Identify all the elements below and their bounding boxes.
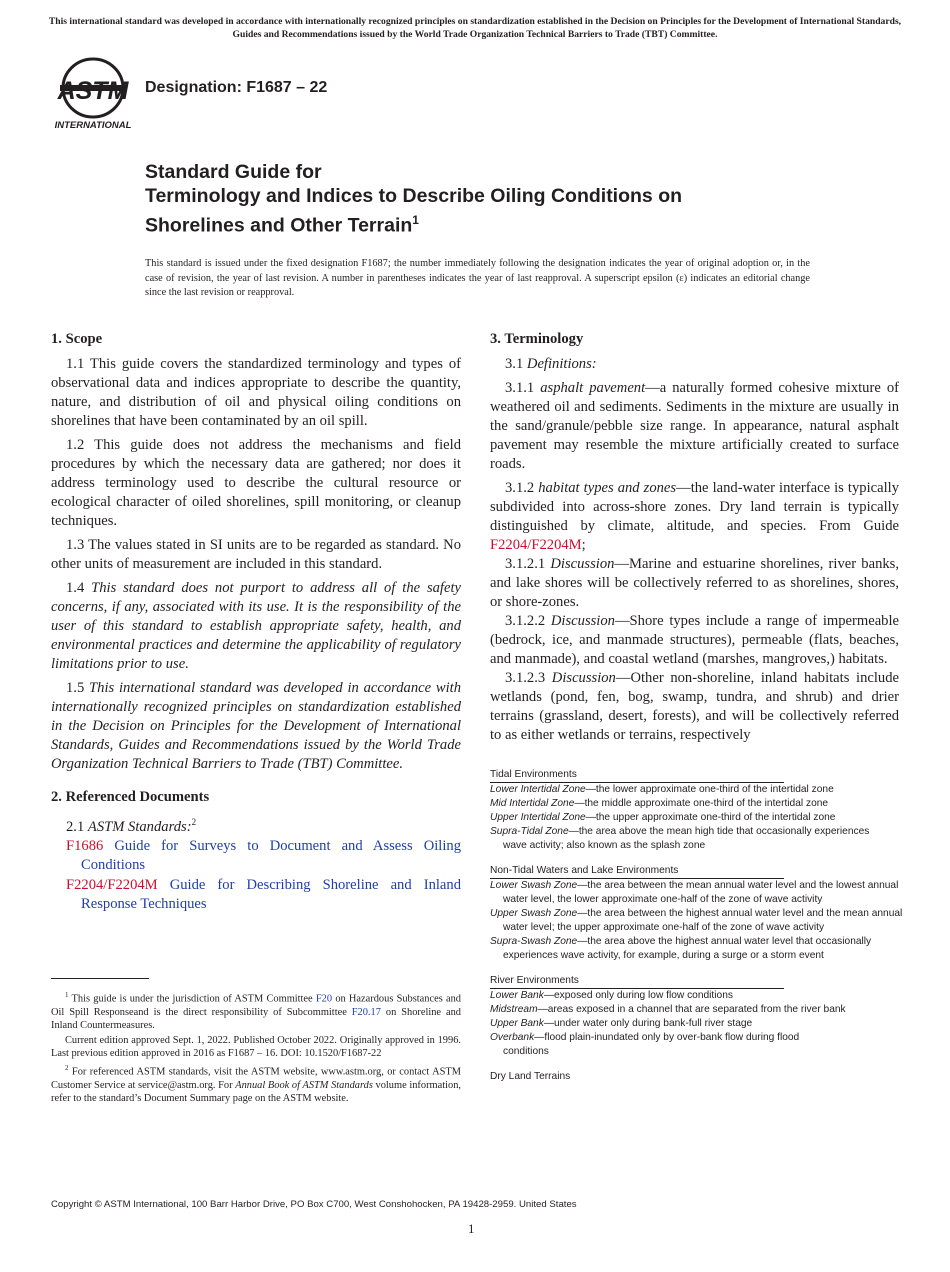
footnotes [51, 978, 461, 1108]
terminology-heading: 3. Terminology [490, 331, 584, 347]
list-item: Lower Intertidal Zone—the lower approximate one-third of the intertidal zone [490, 784, 834, 795]
reference-f1686[interactable] [66, 837, 461, 875]
river-environments [490, 974, 910, 1059]
list-item: Upper Swash Zone—the area between the highest annual water level and the mean annual water level; the upper approximate one-half of the zone of wave activity [490, 908, 903, 933]
ref-title-link[interactable]: Guide for Describing Shoreline and Inland Response Techniques [81, 876, 461, 912]
discussion-3-1-2-1: 3.1.2.1 Discussion—Marine and estuarine shorelines, river banks, and lake shores will be collectively referred to as shorelines, shores, or shore-zones. [490, 556, 899, 610]
list-item: Upper Intertidal Zone—the upper approximate one-third of the intertidal zone [490, 812, 836, 823]
copyright: Copyright © ASTM International, 100 Barr Harbor Drive, PO Box C700, West Conshohocken, PA 19428-2959. United States [51, 1199, 577, 1210]
nontidal-head: Non-Tidal Waters and Lake Environments [490, 864, 784, 879]
list-item: Mid Intertidal Zone—the middle approximate one-third of the intertidal zone [490, 798, 829, 809]
top-notice: This international standard was developed in accordance with internationally recognized principles on standardization established in the Decision on Principles for the Development of International Standards, Guides and Recommendations issued by the World Trade Organization Technical Barriers to Trade (TBT) Committee. [48, 16, 902, 40]
environment-table [490, 768, 910, 1095]
guide-link[interactable]: F2204/F2204M [490, 537, 582, 553]
title-line-1: Standard Guide for [145, 161, 322, 183]
scope-1-4: 1.4 This standard does not purport to address all of the safety concerns, if any, associated with its use. It is the responsibility of the user of this standard to establish appropriate safety, health, and environmental practices and determine the applicability of regulatory limitations prior to use. [51, 580, 461, 672]
astm-logo [52, 57, 134, 131]
designation: Designation: F1687 – 22 [145, 79, 328, 96]
footnote-1: $^1$ This guide is under the jurisdiction of ASTM Committee F20 on Hazardous Substances and Oil Spill Responseand is the direct responsibility of Subcommittee F20.17 on Shoreline and Inland Countermeasures. [51, 991, 461, 1031]
list-item: Supra-Swash Zone—the area above the highest annual water level that occasionally experiences wave activity, for example, during a surge or a storm event [490, 936, 872, 961]
page-number: 1 [468, 1221, 475, 1236]
list-item: Lower Swash Zone—the area between the mean annual water level and the lowest annual water level, the lower approximate one-half of the zone of wave activity [490, 880, 899, 905]
document-title [145, 160, 845, 238]
referenced-heading: 2. Referenced Documents [51, 789, 210, 805]
scope-1-3: 1.3 The values stated in SI units are to be regarded as standard. No other units of measurement are included in this standard. [51, 537, 461, 572]
ref-code-link[interactable]: F2204/F2204M [66, 876, 158, 893]
tidal-head: Tidal Environments [490, 768, 784, 783]
reference-f2204[interactable] [66, 876, 461, 914]
list-item: Lower Bank—exposed only during low flow conditions [490, 990, 733, 1001]
subcommittee-link[interactable]: F20.17 [351, 1006, 381, 1018]
title-line-2: Terminology and Indices to Describe Oiling Conditions on [145, 185, 683, 207]
list-item: Upper Bank—under water only during bank-full river stage [490, 1018, 753, 1029]
nontidal-environments [490, 864, 910, 963]
discussion-3-1-2-3: 3.1.2.3 Discussion—Other non-shoreline, inland habitats include wetlands (pond, fen, bog, swamp, tundra, and shrub) and drier terrains (grassland, desert, forests), and will be collectively referred to as either wetlands or terrains, respectively [490, 670, 899, 743]
dry-land-terrains [490, 1070, 910, 1084]
dry-head: Dry Land Terrains [490, 1071, 571, 1082]
right-column [490, 330, 899, 745]
def-3-1-1: 3.1.1 asphalt pavement—a naturally formed cohesive mixture of weathered oil and sediments. Sediments in the mixture are usually in the sand/granule/pebble size range. In appearance, natural asphalt pavement may resemble the mixture artificially created to surface roads. [490, 380, 899, 472]
scope-heading: 1. Scope [51, 331, 103, 347]
footnote-divider [51, 978, 149, 979]
scope-1-2: 1.2 This guide does not address the mechanisms and field procedures by which the necessary data are gathered; nor does it address terminology used to describe the cultural resource or ecological character of oiled shorelines, spill monitoring, or cleanup techniques. [51, 437, 461, 529]
astm-standards-subheading: 2.1 ASTM Standards:$^2$ [66, 817, 197, 835]
logo-letters: ASTM [57, 77, 129, 105]
title-footnote-mark: 1 [412, 213, 419, 227]
scope-1-5: 1.5 This international standard was developed in accordance with internationally recognized principles on standardization established in the Decision on Principles for the Development of International Standards, Guides and Recommendations issued by the World Trade Organization Technical Barriers to Trade (TBT) Committee. [51, 680, 462, 772]
list-item: Supra-Tidal Zone—the area above the mean high tide that occasionally experiences wave activity; also known as the splash zone [490, 826, 870, 851]
issued-note: This standard is issued under the fixed designation F1687; the number immediately following the designation indicates the year of original adoption or, in the case of revision, the year of last revision. A number in parentheses indicates the year of last reapproval. A superscript epsilon (ε) indicates an editorial change since the last revision or reapproval. [145, 258, 810, 298]
list-item: Overbank—flood plain-inundated only by over-bank flow during flood conditions [490, 1032, 800, 1057]
tidal-environments [490, 768, 910, 853]
scope-1-1: 1.1 This guide covers the standardized terminology and types of observational data and indices appropriate to describe the quantity, nature, and distribution of oil and physical oiling conditions on shorelines that have been contaminated by an oil spill. [51, 356, 461, 429]
list-item: Midstream—areas exposed in a channel that are separated from the river bank [490, 1004, 846, 1015]
footnote-1-edition: Current edition approved Sept. 1, 2022. Published October 2022. Originally approved in 1996. Last previous edition approved in 2016 as F1687 – 16. DOI: 10.1520/F1687-22 [51, 1035, 461, 1060]
left-column [51, 330, 461, 915]
river-head: River Environments [490, 974, 784, 989]
committee-link[interactable]: F20 [315, 993, 333, 1005]
ref-code-link[interactable]: F1686 [66, 837, 104, 854]
logo-caption: INTERNATIONAL [54, 120, 132, 131]
title-line-3: Shorelines and Other Terrain$^1$ [145, 213, 419, 237]
ref-title-link[interactable]: Guide for Surveys to Document and Assess Oiling Conditions [81, 837, 461, 873]
definitions-subheading: 3.1 Definitions: [505, 356, 597, 372]
footnote-2: $^2$ For referenced ASTM standards, visit the ASTM website, www.astm.org, or contact ASTM Customer Service at service@astm.org. For Annual Book of ASTM Standards volume information, refer to the standard’s Document Summary page on the ASTM website. [51, 1064, 461, 1105]
discussion-3-1-2-2: 3.1.2.2 Discussion—Shore types include a range of impermeable (bedrock, ice, and manmade structures), permeable (flats, beaches, and manmade), and coastal wetland (marshes, mangroves,) habitats. [490, 613, 899, 667]
def-3-1-2: 3.1.2 habitat types and zones—the land-water interface is typically subdivided into across-shore zones. Dry land terrain is typically distinguished by climate, altitude, and species. From Guide F2204/F2204M; [490, 480, 899, 553]
